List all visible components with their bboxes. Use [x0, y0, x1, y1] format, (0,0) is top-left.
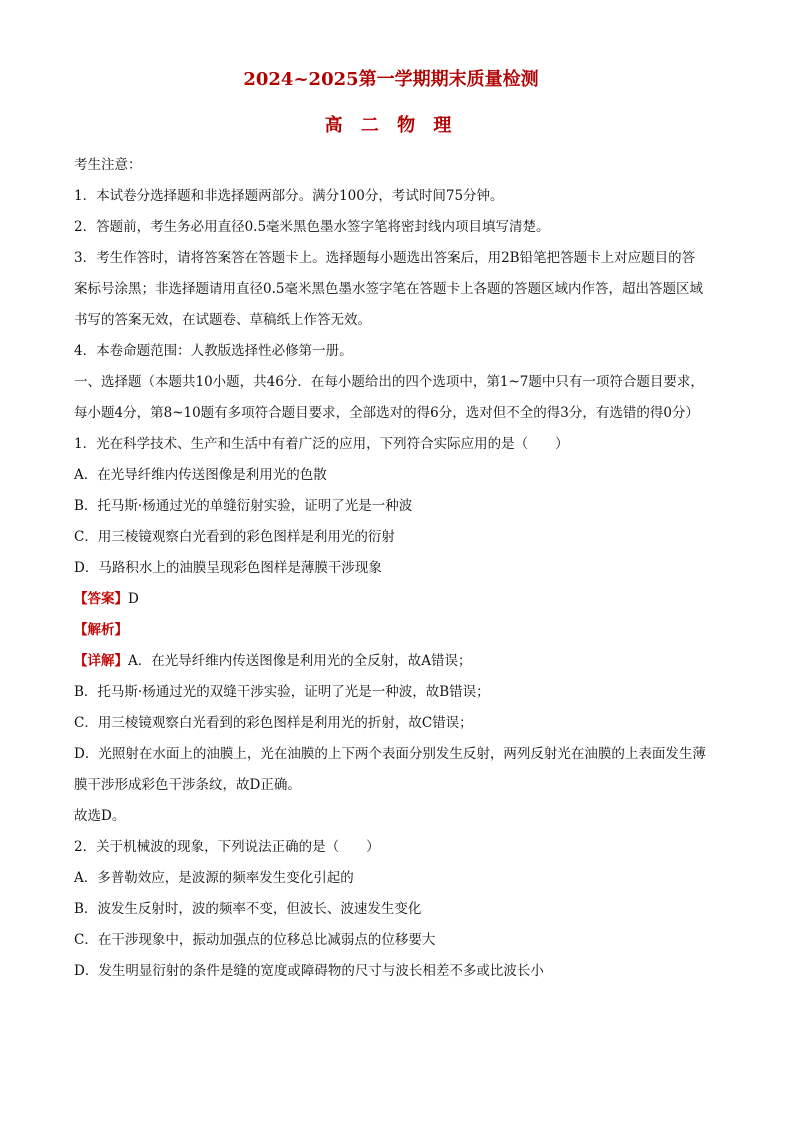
- answer-tag: 【答案】: [74, 591, 128, 607]
- section-intro: 一、选择题（本题共10小题，共46分．在每小题给出的四个选项中，第1~7题中只有一项符合题目要求，每小题4分，第8~10题有多项符合题目要求，全部选对的得6分，选对但不全的得3分，有选错的得0分）: [74, 374, 704, 421]
- exam-title: 2024~2025第一学期期末质量检测: [243, 69, 539, 90]
- question-stem: 1．光在科学技术、生产和生活中有着广泛的应用，下列符合实际应用的是（ ）: [74, 436, 569, 452]
- question-stem: 2．关于机械波的现象，下列说法正确的是（ ）: [74, 839, 380, 855]
- answer-line: [74, 584, 708, 615]
- detail-tag: 【详解】: [74, 653, 128, 669]
- detail-line: B．托马斯·杨通过光的双缝干涉实验，证明了光是一种波，故B错误；: [74, 684, 490, 700]
- notice-item: 4．本卷命题范围：人教版选择性必修第一册。: [74, 343, 353, 359]
- detail-text: A．在光导纤维内传送图像是利用光的全反射，故A错误；: [128, 653, 472, 669]
- question-option: A．多普勒效应，是波源的频率发生变化引起的: [74, 870, 354, 886]
- notice-heading: 考生注意：: [74, 157, 142, 173]
- notice-item: 1．本试卷分选择题和非选择题两部分。满分100分，考试时间75分钟。: [74, 188, 504, 204]
- notice-item: 3．考生作答时，请将答案答在答题卡上。选择题每小题选出答案后，用2B铅笔把答题卡上对应题目的答案标号涂黑；非选择题请用直径0.5毫米黑色墨水签字笔在答题卡上各题的答题区域内作答，超出答题区域书写的答案无效，在试题卷、草稿纸上作答无效。: [74, 250, 703, 328]
- question-option: D．发生明显衍射的条件是缝的宽度或障碍物的尺寸与波长相差不多或比波长小: [74, 963, 544, 979]
- detail-line: D．光照射在水面上的油膜上，光在油膜的上下两个表面分别发生反射，两列反射光在油膜的上表面发生薄膜干涉形成彩色干涉条纹，故D正确。: [74, 746, 706, 793]
- question-option: B．波发生反射时，波的频率不变，但波长、波速发生变化: [74, 901, 422, 917]
- notice-item: 2．答题前，考生务必用直径0.5毫米黑色墨水签字笔将密封线内项目填写清楚。: [74, 219, 550, 235]
- analysis-tag: 【解析】: [74, 622, 128, 638]
- analysis-line: [74, 615, 708, 646]
- exam-subject: 高 二 物 理: [324, 115, 458, 136]
- answer-value: D: [128, 591, 139, 607]
- detail-line: C．用三棱镜观察白光看到的彩色图样是利用光的折射，故C错误；: [74, 715, 473, 731]
- detail-line: [74, 646, 708, 677]
- question-option: C．在干涉现象中，振动加强点的位移总比减弱点的位移要大: [74, 932, 436, 948]
- question-option: C．用三棱镜观察白光看到的彩色图样是利用光的衍射: [74, 529, 395, 545]
- conclusion-line: 故选D。: [74, 808, 126, 824]
- question-option: B．托马斯·杨通过光的单缝衍射实验，证明了光是一种波: [74, 498, 413, 514]
- question-option: D．马路积水上的油膜呈现彩色图样是薄膜干涉现象: [74, 560, 382, 576]
- question-option: A．在光导纤维内传送图像是利用光的色散: [74, 467, 327, 483]
